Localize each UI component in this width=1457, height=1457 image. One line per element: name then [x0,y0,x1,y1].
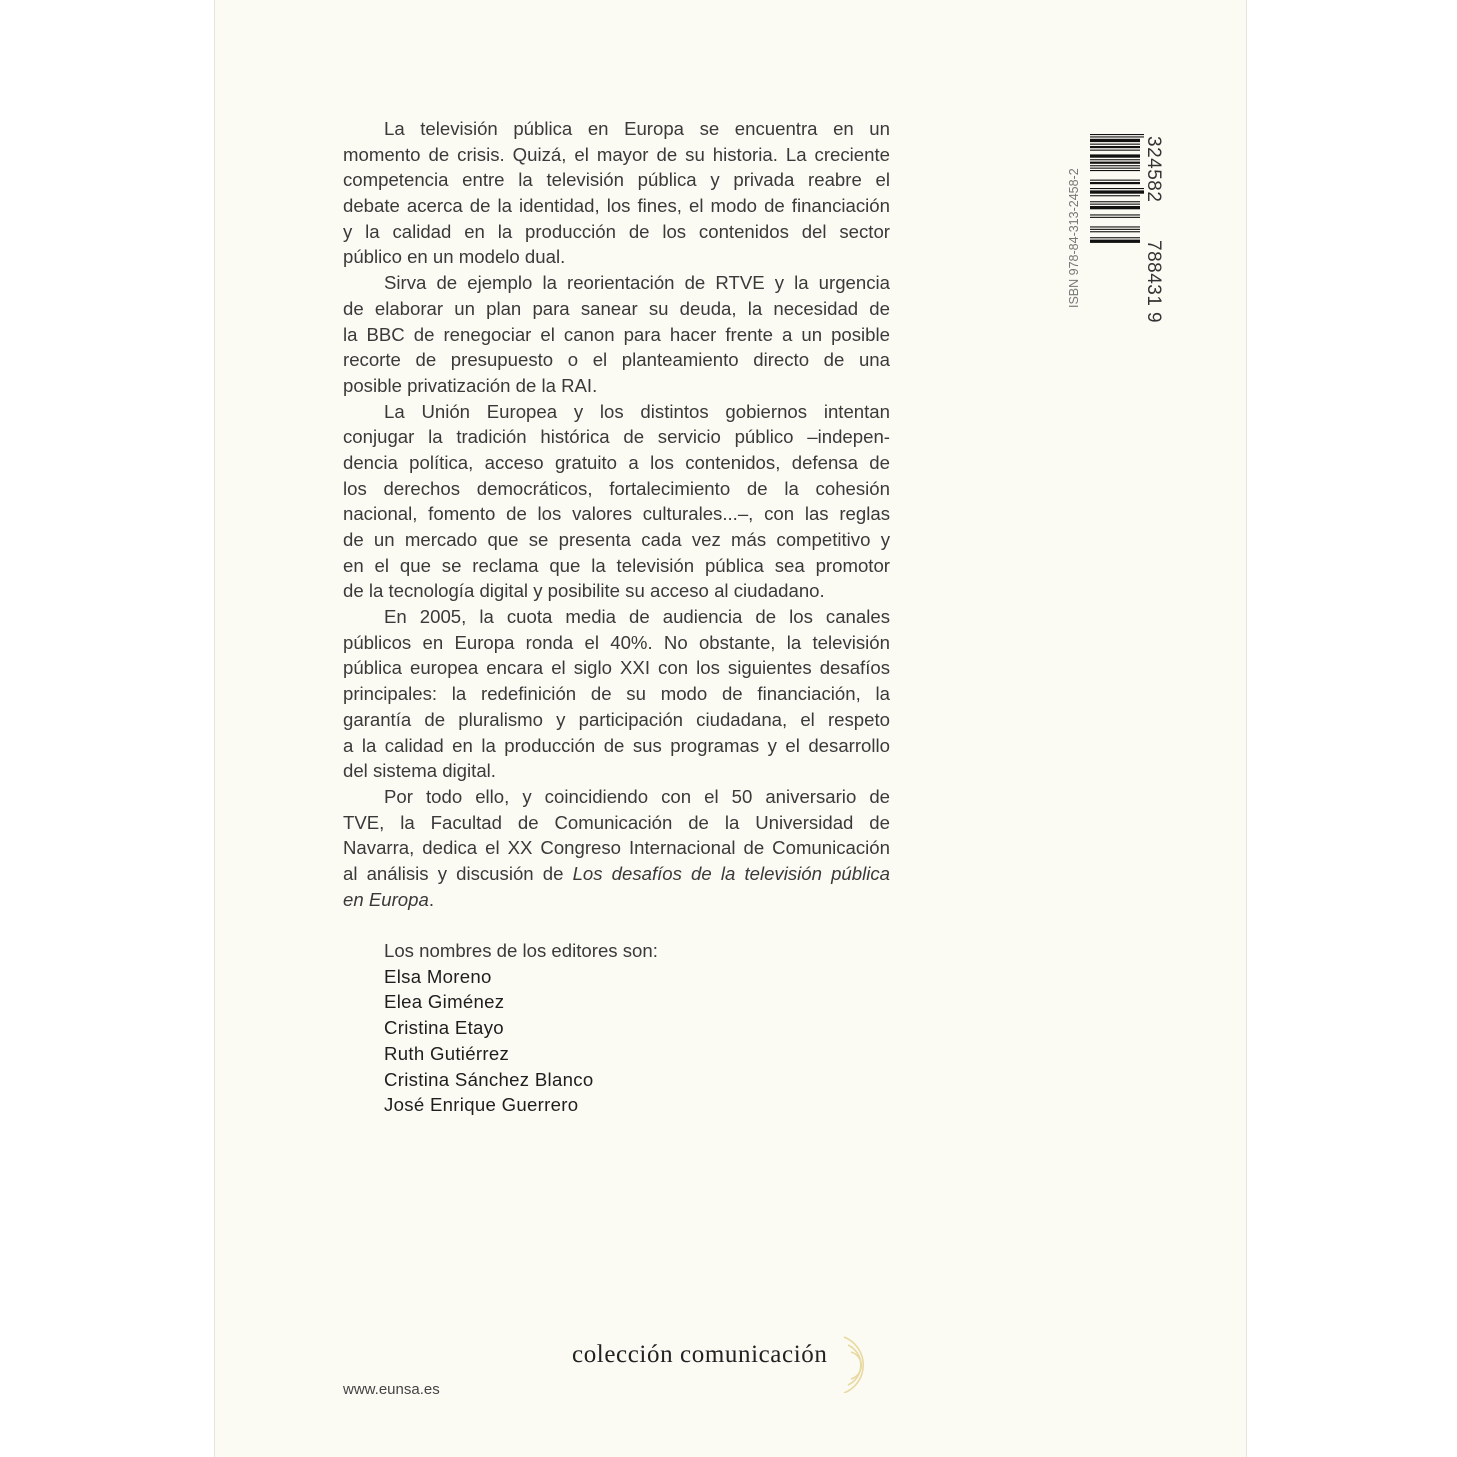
barcode-bar [1090,180,1140,181]
text-line: de la tecnología digital y posibilite su acceso al ciudadano. [343,580,825,602]
text-line [343,861,890,887]
book-title: en Europa [343,888,429,910]
text-fragment: al análisis y discusión de [343,862,573,884]
collection-name: colección comunicación [572,1341,828,1368]
editor-name: José Enrique Guerrero [384,1094,579,1116]
collection-logo [572,1333,902,1393]
isbn-digits-group1: 788431 [1143,240,1164,307]
text-line: conjugar la tradición histórica de servicio público –indepen- [343,426,890,448]
book-title: Los desafíos de la televisión pública [572,862,890,884]
isbn-barcode [1062,130,1172,330]
barcode-bar [1090,229,1140,230]
barcode-bar [1090,204,1140,205]
barcode-bar [1090,188,1144,189]
barcode-bar [1090,182,1140,184]
text-line: TVE, la Facultad de Comunicación de la Universidad de [343,811,890,833]
isbn-digit-first: 9 [1143,312,1164,323]
barcode-bar [1090,144,1140,145]
barcode-bar [1090,168,1140,169]
text-line: de un mercado que se presenta cada vez más competitivo y [343,529,890,550]
barcode-bar [1090,226,1140,227]
text-line: momento de crisis. Quizá, el mayor de su historia. La creciente [343,143,890,165]
text-line: principales: la redefinición de su modo de financiación, la [343,683,890,705]
text-line: garantía de pluralismo y participación ciudadana, el respeto [343,708,890,730]
text-line: los derechos democráticos, fortalecimiento de la cohesión [343,477,890,499]
isbn-label: ISBN 978-84-313-2458-2 [1067,168,1081,308]
barcode-bar [1090,159,1140,160]
text-line: pública europea encara el siglo XXI con los siguientes desafíos [343,657,890,679]
editor-name: Elsa Moreno [384,965,492,987]
barcode-bar [1090,201,1140,202]
text-line: Por todo ello, y coincidiendo con el 50 aniversario de [384,785,890,807]
barcode-bar [1090,240,1140,243]
website-link[interactable]: www.eunsa.es [343,1381,440,1398]
synopsis [343,116,890,912]
text-line: recorte de presupuesto o el planteamiento directo de una [343,349,890,371]
barcode-bar [1090,217,1140,218]
text-line: nacional, fomento de los valores culturales...–, con las reglas [343,503,890,525]
editor-name: Elea Giménez [384,991,505,1013]
text-line: Navarra, dedica el XX Congreso Internacional de Comunicación [343,837,890,859]
editor-name: Ruth Gutiérrez [384,1042,510,1064]
editors-list [384,938,658,1118]
barcode-bar [1090,190,1144,193]
editor-name: Cristina Sánchez Blanco [384,1068,594,1090]
barcode-bar [1090,237,1140,238]
text-line: del sistema digital. [343,760,496,782]
barcode-bar [1090,139,1140,142]
text-line: competencia entre la televisión pública y privada reabre el [343,169,890,191]
text-line: La Unión Europea y los distintos gobiernos intentan [384,400,890,422]
barcode-bar [1090,206,1140,209]
text-line: La televisión pública en Europa se encuentra en un [384,118,890,139]
text-line: de elaborar un plan para sanear su deuda, la necesidad de [343,297,890,319]
text-fragment: . [428,888,434,910]
barcode-bar [1090,165,1140,166]
isbn-digits-group2: 324582 [1143,136,1164,203]
text-line: y la calidad en la producción de los contenidos del sector [343,220,890,242]
barcode-bar [1090,150,1140,151]
barcode-bar [1090,231,1140,232]
barcode-bar [1090,195,1140,196]
barcode-bars [1090,134,1144,243]
text-line: públicos en Europa ronda el 40%. No obstante, la televisión [343,631,890,653]
barcode-bar [1090,170,1140,171]
barcode-bar [1090,162,1140,164]
barcode-bar [1090,134,1144,135]
barcode-bar [1090,146,1140,148]
barcode-bar [1090,154,1140,157]
text-line: posible privatización de la RAI. [343,374,598,396]
text-line: en el que se reclama que la televisión pública sea promotor [343,554,890,576]
editors-intro: Los nombres de los editores son: [384,940,658,961]
text-line: público en un modelo dual. [343,246,566,268]
text-line [343,887,890,913]
text-line: En 2005, la cuota media de audiencia de los canales [384,606,890,628]
text-line: Sirva de ejemplo la reorientación de RTVE y la urgencia [384,272,890,294]
barcode-bar [1090,136,1144,137]
editor-name: Cristina Etayo [384,1017,504,1039]
barcode-bar [1090,214,1140,215]
text-line: la BBC de renegociar el canon para hacer frente a un posible [343,323,890,345]
text-line: dencia política, acceso gratuito a los contenidos, defensa de [343,451,890,473]
text-line: a la calidad en la producción de sus programas y el desarrollo [343,734,890,756]
text-line: debate acerca de la identidad, los fines, el modo de financiación [343,195,890,217]
